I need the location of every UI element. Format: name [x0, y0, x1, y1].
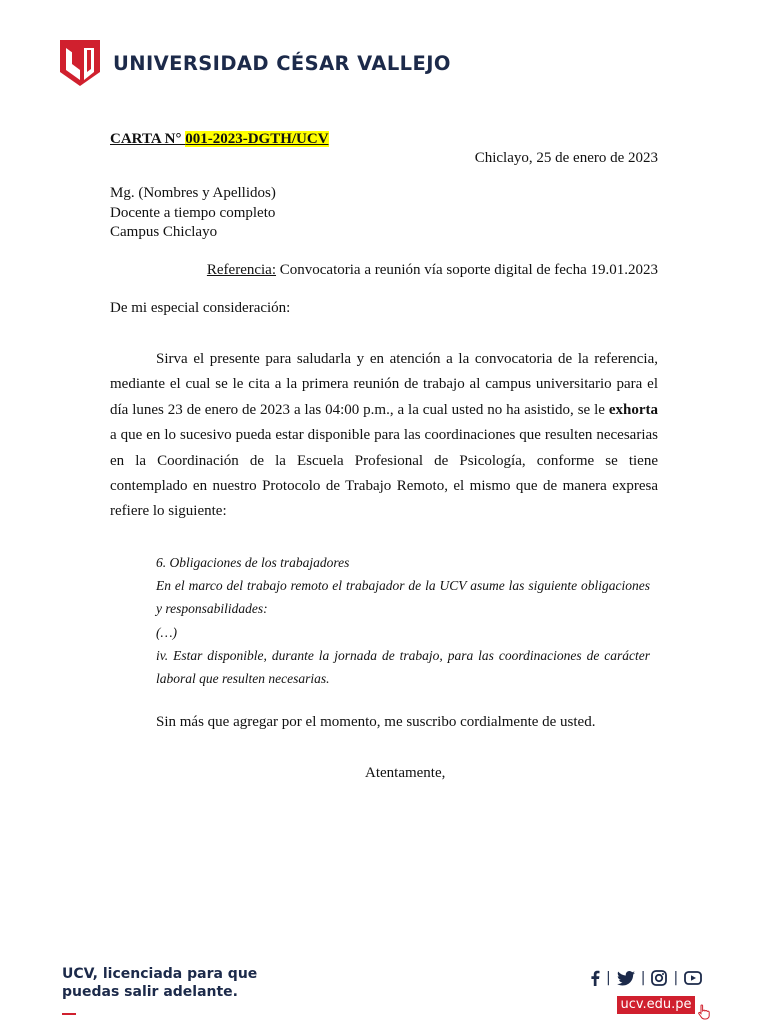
- social-separator: |: [640, 970, 646, 986]
- body-text-end: a que en lo sucesivo pueda estar disponible para las coordinaciones que resulten necesarias en la Coordinación de la Escuela Profesional de Psicología, conforme se tiene contemplado en nuestro Protocolo de Trabajo Remoto, el mismo que de manera expresa refiere lo siguiente:: [110, 427, 658, 520]
- closing-line: Sin más que agregar por el momento, me suscribo cordialmente de usted.: [156, 714, 596, 730]
- social-separator: |: [673, 970, 679, 986]
- recipient-name: Mg. (Nombres y Apellidos): [110, 185, 276, 201]
- reference-label: Referencia:: [206, 262, 277, 278]
- letter-number-code: 001-2023-DGTH/UCV: [185, 131, 329, 147]
- quote-intro: En el marco del trabajo remoto el trabajador de la UCV asume las siguiente obligaciones y responsabilidades:: [156, 578, 650, 617]
- greeting: De mi especial consideración:: [110, 300, 291, 316]
- social-separator: |: [606, 970, 611, 986]
- instagram-icon[interactable]: [651, 970, 667, 986]
- quoted-protocol: [156, 551, 650, 690]
- quote-ellipsis: (…): [156, 624, 177, 640]
- pointer-hand-icon: [697, 1004, 711, 1020]
- recipient-campus: Campus Chiclayo: [110, 224, 218, 240]
- ucv-logo: [58, 38, 102, 88]
- letter-date: Chiclayo, 25 de enero de 2023: [474, 150, 658, 166]
- body-text-start: Sirva el presente para saludarla y en atención a la convocatoria de la referencia, mediante el cual se le cita a la primera reunión de trabajo al campus universitario para el día lunes 23 de enero de 2023 a las 04:00 p.m., a la cual usted no ha asistido, se le: [110, 351, 658, 418]
- quote-heading: 6. Obligaciones de los trabajadores: [156, 555, 350, 570]
- website-badge[interactable]: ucv.edu.pe: [617, 996, 695, 1014]
- slogan-line-1: UCV, licenciada para que: [62, 966, 258, 982]
- slogan-line-2: puedas salir adelante.: [62, 983, 238, 1000]
- signoff: Atentamente,: [365, 765, 446, 781]
- body-bold-word: exhorta: [608, 401, 658, 418]
- body-paragraph: [110, 347, 658, 525]
- recipient-position: Docente a tiempo completo: [110, 205, 276, 221]
- quote-item-iv: iv. Estar disponible, durante la jornada de trabajo, para las coordinaciones de carácter laboral que resulten necesarias.: [156, 647, 650, 687]
- twitter-icon[interactable]: [617, 971, 635, 986]
- university-name: UNIVERSIDAD CÉSAR VALLEJO: [113, 52, 451, 75]
- footer-accent-dash: [62, 1013, 76, 1015]
- letter-number-label: CARTA N°: [110, 131, 186, 147]
- reference-text: Convocatoria a reunión vía soporte digital de fecha 19.01.2023: [276, 262, 658, 278]
- social-links: [590, 970, 702, 986]
- facebook-icon[interactable]: [590, 970, 600, 986]
- letter-number: [110, 131, 329, 148]
- reference-line: [207, 262, 658, 279]
- youtube-icon[interactable]: [684, 971, 702, 985]
- footer-slogan: [62, 966, 257, 1001]
